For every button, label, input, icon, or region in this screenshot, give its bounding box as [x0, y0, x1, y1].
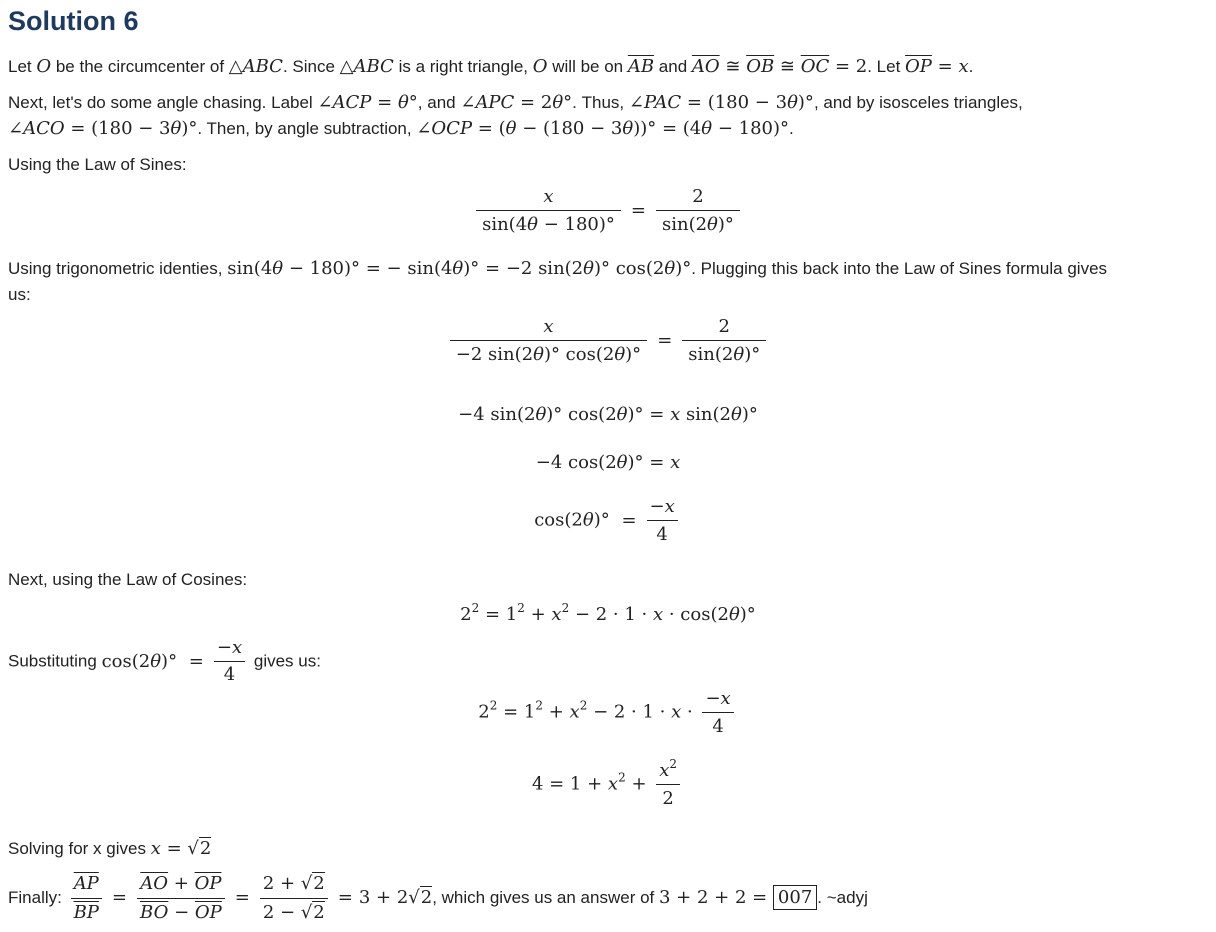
solution-title: Solution 6 — [8, 6, 139, 36]
equation-simplified: −4 cos(2θ)° = x — [535, 452, 681, 473]
math: ∠ACP = θ° — [317, 92, 418, 113]
math: ∠ACO = (180 − 3θ)° — [8, 118, 198, 139]
math: $\overline{AB}$ — [627, 56, 655, 77]
text: gives us: — [249, 651, 321, 671]
paragraph-line — [8, 116, 1023, 142]
math: O — [36, 56, 52, 77]
text: Finally: — [8, 888, 67, 907]
text: . Plugging this back into the Law of Sines formula gives — [691, 259, 1108, 278]
text: Substituting — [8, 651, 102, 671]
solution-page — [8, 0, 1208, 932]
text: . ~adyj — [817, 888, 868, 907]
fraction: $\frac{-x}{4}$ — [702, 688, 733, 737]
text: . Let — [867, 57, 906, 76]
equation-cross-multiplied: −4 sin(2θ)° cos(2θ)° = x sin(2θ)° — [458, 404, 758, 425]
math: ∠PAC = (180 − 3θ)° — [628, 92, 814, 113]
text: , which gives us an answer of — [432, 888, 659, 907]
text: Using trigonometric identies, — [8, 259, 228, 278]
text: and — [654, 57, 692, 76]
text: is a right triangle, — [393, 57, 533, 76]
math: $\frac{\overline{AP}}{BP}$ = $\frac{\overline{AO} + \overline{OP}}{\overline{BO} - \overline{OP}}$ = $\frac{2 + √2}{2 - √2}$ = 3 + 2√2 — [67, 887, 433, 908]
math: $\overline{AO}$ ≅ $\overline{OB}$ ≅ $\overline{OC} = 2$ — [691, 56, 868, 77]
text: Solving for x gives — [8, 839, 151, 858]
paragraph-law-of-cosines: Next, using the Law of Cosines: — [8, 570, 248, 589]
paragraph-final-answer — [8, 868, 868, 928]
equation-cosine-value: cos(2θ)° = $\frac{-x}{4}$ — [8, 496, 1208, 545]
paragraph-law-of-sines: Using the Law of Sines: — [8, 155, 187, 174]
math: △ABC — [339, 56, 394, 77]
equation-sines-substituted: $\frac{x}{-2 \sin(2\theta)^\circ \cos(2\theta)^\circ}$ = $\frac{2}{\sin(2\theta)^\circ}$ — [8, 316, 1208, 365]
fraction: $\frac{2 + √2}{2 - √2}$ — [260, 873, 328, 924]
math: x = √2 — [150, 838, 212, 859]
text: will be on — [547, 57, 628, 76]
text: . — [789, 119, 794, 138]
equation-final-quadratic: $4 = 1 + x^2$ + $\frac{x^2}{2}$ — [8, 760, 1208, 809]
paragraph-trig-identities — [8, 256, 1107, 308]
equation-law-of-sines: $\frac{x}{\sin(4\theta - 180)^\circ}$ = $\frac{2}{\sin(2\theta)^\circ}$ — [8, 186, 1208, 235]
paragraph-solving-x — [8, 836, 211, 862]
answer-box: 007 — [773, 885, 817, 910]
text: , and by isosceles triangles, — [813, 93, 1023, 112]
text: . Thus, — [572, 93, 629, 112]
paragraph-circumcenter — [8, 54, 973, 80]
text: Let — [8, 57, 37, 76]
paragraph-substituting — [8, 638, 321, 685]
text: . — [968, 57, 974, 76]
fraction: $\frac{x}{\sin(4\theta - 180)^\circ}$ — [476, 186, 621, 235]
math: sin(4θ − 180)° = − sin(4θ)° = −2 sin(2θ)° cos(2θ)° — [227, 258, 692, 279]
text: , and — [417, 93, 461, 112]
fraction: $\frac{2}{\sin(2\theta)^\circ}$ — [656, 186, 740, 235]
text: Next, let's do some angle chasing. Label — [8, 93, 318, 112]
math: O — [532, 56, 548, 77]
text: . Since — [282, 57, 340, 76]
equation-law-of-cosines: $2^2 = 1^2 + x^2 - 2 \cdot 1 \cdot x \cdot \cos(2\theta)^\circ$ — [460, 601, 756, 625]
math: ∠APC = 2θ° — [460, 92, 573, 113]
math: $\overline{OP} = x$ — [905, 56, 969, 77]
paragraph-line: us: — [8, 285, 31, 304]
fraction: $\frac{-x}{4}$ — [214, 638, 245, 685]
fraction: $\frac{x}{-2 \sin(2\theta)^\circ \cos(2\theta)^\circ}$ — [450, 316, 647, 365]
fraction: $\frac{\overline{AO} + \overline{OP}}{\overline{BO} - \overline{OP}}$ — [137, 873, 225, 924]
paragraph-angle-chasing — [8, 90, 1023, 142]
math: ∠OCP = (θ − (180 − 3θ))° = (4θ − 180)° — [416, 118, 789, 139]
math: cos(2θ)° = $\frac{-x}{4}$ — [102, 651, 250, 672]
fraction: $\frac{-x}{4}$ — [647, 496, 678, 545]
fraction: $\frac{\overline{AP}}{BP}$ — [71, 873, 102, 924]
fraction: $\frac{2}{\sin(2\theta)^\circ}$ — [682, 316, 766, 365]
equation-substituted: $2^2 = 1^2 + x^2 - 2 \cdot 1 \cdot x$ · $\frac{-x}{4}$ — [8, 688, 1208, 737]
fraction: $\frac{x^2}{2}$ — [656, 760, 680, 809]
math: 3 + 2 + 2 = 007 — [659, 885, 817, 910]
text: be the circumcenter of — [51, 57, 229, 76]
math: △ABC — [228, 56, 283, 77]
text: . Then, by angle subtraction, — [197, 119, 417, 138]
